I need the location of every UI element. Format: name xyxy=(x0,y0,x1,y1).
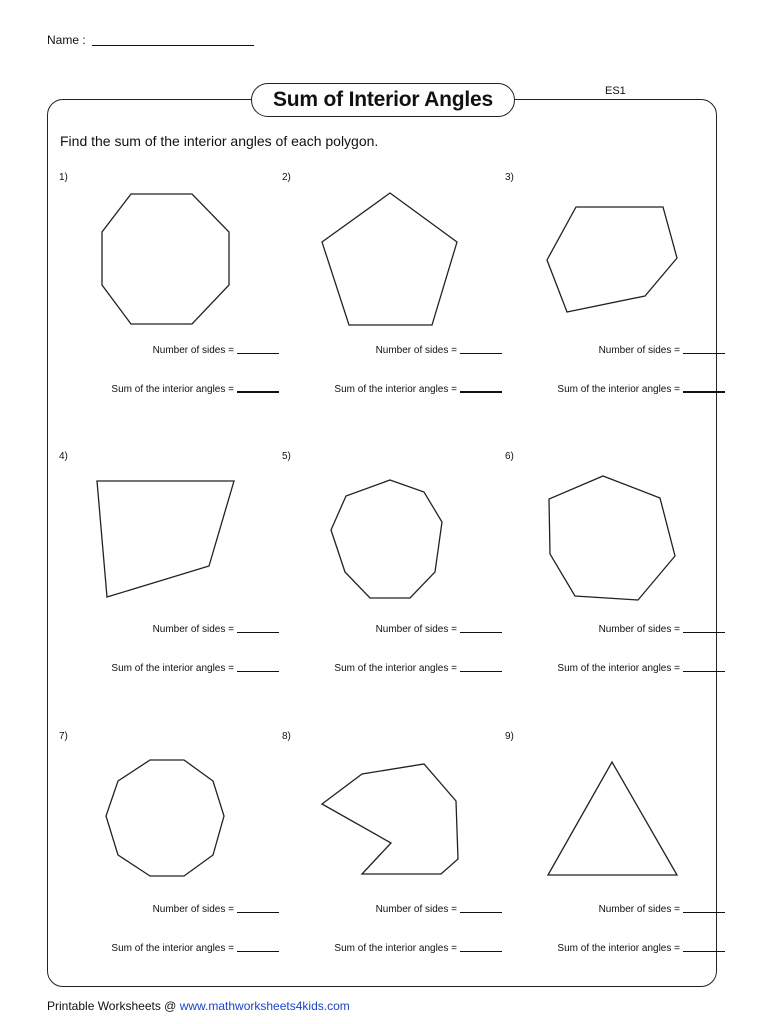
sides-blank[interactable] xyxy=(460,353,502,354)
sum-label: Sum of the interior angles = xyxy=(557,943,680,954)
sides-line xyxy=(153,345,279,356)
sum-label: Sum of the interior angles = xyxy=(334,663,457,674)
sides-line xyxy=(153,904,279,915)
pentagon-outline xyxy=(322,193,457,325)
quadrilateral-shape xyxy=(59,451,279,621)
footer-prefix: Printable Worksheets @ xyxy=(47,999,180,1013)
sum-blank[interactable] xyxy=(683,951,725,952)
sum-line xyxy=(111,384,279,395)
sum-label: Sum of the interior angles = xyxy=(111,384,234,395)
sum-blank[interactable] xyxy=(237,671,279,672)
sum-label: Sum of the interior angles = xyxy=(334,943,457,954)
sides-blank[interactable] xyxy=(237,632,279,633)
nonagon-shape xyxy=(282,451,502,621)
sum-line xyxy=(557,943,725,954)
problem-6 xyxy=(505,451,725,721)
sides-blank[interactable] xyxy=(460,912,502,913)
name-field xyxy=(47,33,254,47)
problem-number: 1) xyxy=(59,172,68,183)
sum-line xyxy=(557,663,725,674)
hexagon-shape xyxy=(505,172,725,342)
problem-3 xyxy=(505,172,725,442)
sides-label: Number of sides = xyxy=(598,624,680,635)
footer-link[interactable]: www.mathworksheets4kids.com xyxy=(179,999,350,1013)
problem-2 xyxy=(282,172,502,442)
sides-label: Number of sides = xyxy=(152,624,234,635)
worksheet-title xyxy=(251,83,515,117)
sides-label: Number of sides = xyxy=(152,904,234,915)
sides-label: Number of sides = xyxy=(152,345,234,356)
sides-line xyxy=(599,345,725,356)
problem-5 xyxy=(282,451,502,721)
sum-label: Sum of the interior angles = xyxy=(111,943,234,954)
sum-label: Sum of the interior angles = xyxy=(557,663,680,674)
sum-blank[interactable] xyxy=(460,391,502,393)
sides-line xyxy=(376,345,502,356)
nonagon-outline xyxy=(331,480,442,598)
problem-number: 4) xyxy=(59,451,68,462)
concave-polygon-shape xyxy=(282,731,502,901)
sum-label: Sum of the interior angles = xyxy=(111,663,234,674)
sum-blank[interactable] xyxy=(460,951,502,952)
sides-label: Number of sides = xyxy=(598,345,680,356)
instructions: Find the sum of the interior angles of each polygon. xyxy=(60,133,379,149)
sides-blank[interactable] xyxy=(237,912,279,913)
problem-number: 6) xyxy=(505,451,514,462)
sides-label: Number of sides = xyxy=(598,904,680,915)
sides-blank[interactable] xyxy=(683,353,725,354)
problem-1 xyxy=(59,172,279,442)
title-text: Sum of Interior Angles xyxy=(272,88,493,111)
problem-number: 5) xyxy=(282,451,291,462)
sum-label: Sum of the interior angles = xyxy=(334,384,457,395)
decagon-shape xyxy=(59,731,279,901)
sides-label: Number of sides = xyxy=(375,624,457,635)
sum-line xyxy=(111,663,279,674)
sum-label: Sum of the interior angles = xyxy=(557,384,680,395)
sum-blank[interactable] xyxy=(237,391,279,393)
sides-line xyxy=(376,624,502,635)
sum-line xyxy=(334,943,502,954)
problem-number: 3) xyxy=(505,172,514,183)
sum-blank[interactable] xyxy=(683,671,725,672)
sides-blank[interactable] xyxy=(683,632,725,633)
heptagon-shape xyxy=(505,451,725,621)
problem-number: 7) xyxy=(59,731,68,742)
decagon-outline xyxy=(106,760,224,876)
triangle-shape xyxy=(505,731,725,901)
sum-line xyxy=(334,384,502,395)
worksheet-code: ES1 xyxy=(605,85,626,97)
sides-line xyxy=(599,904,725,915)
problem-4 xyxy=(59,451,279,721)
sides-blank[interactable] xyxy=(460,632,502,633)
sum-line xyxy=(557,384,725,395)
sides-line xyxy=(376,904,502,915)
hexagon-outline xyxy=(547,207,677,312)
heptagon-outline xyxy=(549,476,675,600)
octagon-outline xyxy=(102,194,229,324)
sides-blank[interactable] xyxy=(237,353,279,354)
name-line[interactable] xyxy=(92,45,254,46)
problem-number: 2) xyxy=(282,172,291,183)
problem-number: 9) xyxy=(505,731,514,742)
sum-line xyxy=(334,663,502,674)
name-label: Name : xyxy=(47,33,86,47)
concave-polygon-outline xyxy=(322,764,458,874)
octagon-shape xyxy=(59,172,279,342)
quadrilateral-outline xyxy=(97,481,234,597)
sum-blank[interactable] xyxy=(460,671,502,672)
sides-line xyxy=(153,624,279,635)
sides-line xyxy=(599,624,725,635)
sum-blank[interactable] xyxy=(683,391,725,393)
sum-line xyxy=(111,943,279,954)
sides-label: Number of sides = xyxy=(375,345,457,356)
sum-blank[interactable] xyxy=(237,951,279,952)
footer xyxy=(47,999,350,1013)
problem-7 xyxy=(59,731,279,1001)
sides-label: Number of sides = xyxy=(375,904,457,915)
problem-number: 8) xyxy=(282,731,291,742)
problem-8 xyxy=(282,731,502,1001)
sides-blank[interactable] xyxy=(683,912,725,913)
pentagon-shape xyxy=(282,172,502,342)
triangle-outline xyxy=(548,762,677,875)
problem-9 xyxy=(505,731,725,1001)
